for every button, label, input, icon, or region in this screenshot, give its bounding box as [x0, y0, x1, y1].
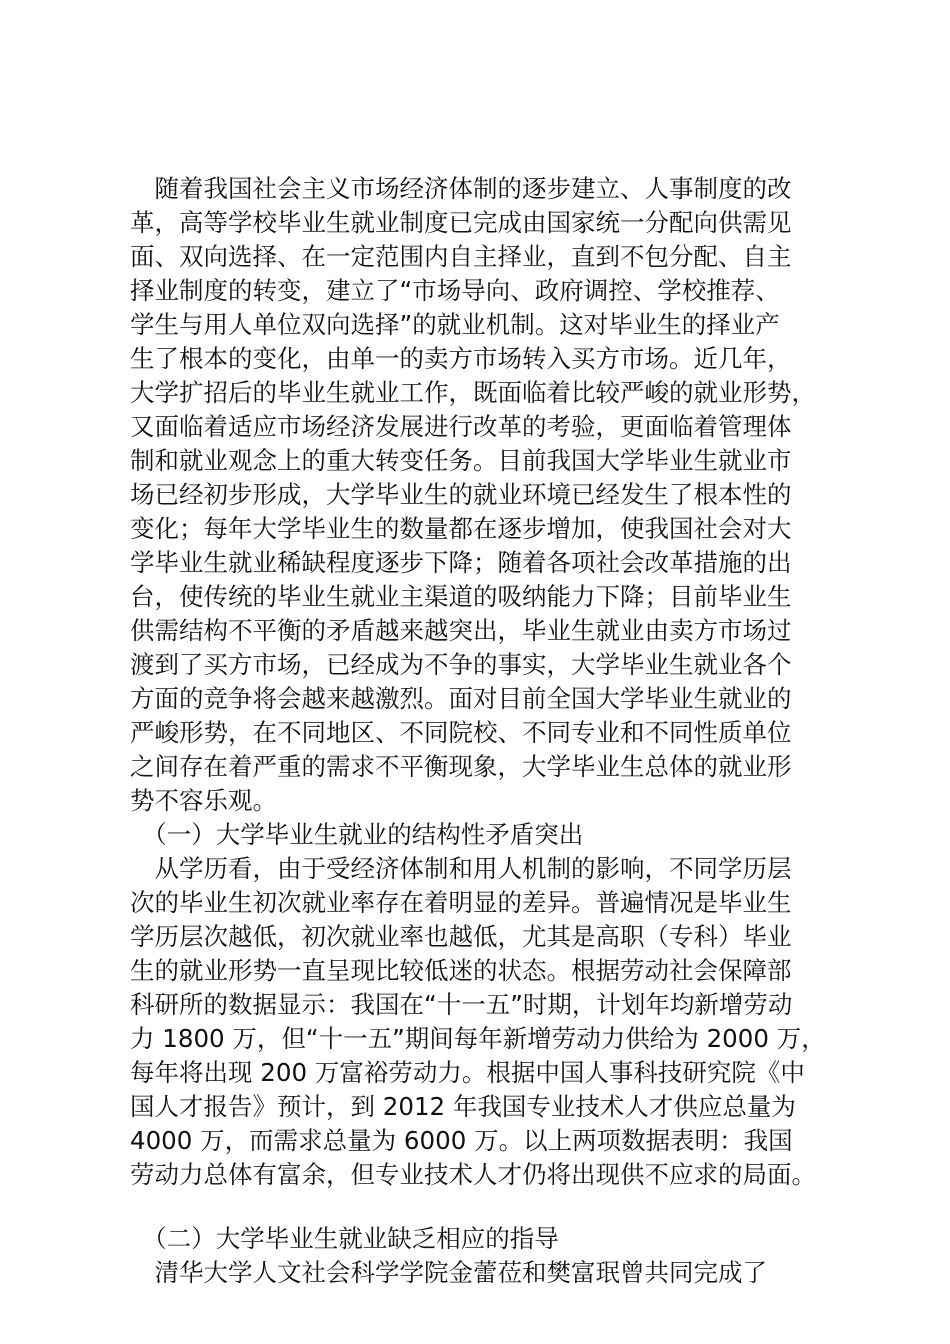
section-heading: （一）大学毕业生就业的结构性矛盾突出: [130, 820, 584, 849]
paragraph-line: 择业制度的转变，建立了“市场导向、政府调控、学校推荐、: [130, 276, 780, 305]
paragraph-line: 之间存在着严重的需求不平衡现象，大学毕业生总体的就业形: [130, 752, 792, 781]
paragraph-line: 方面的竞争将会越来越激烈。面对目前全国大学毕业生就业的: [130, 684, 792, 713]
paragraph-line: 劳动力总体有富余，但专业技术人才仍将出现供不应求的局面。: [130, 1160, 816, 1189]
paragraph-line: 科研所的数据显示：我国在“十一五”时期，计划年均新增劳动: [130, 990, 793, 1019]
paragraph-line: 制和就业观念上的重大转变任务。目前我国大学毕业生就业市: [130, 446, 792, 475]
paragraph-line: 次的毕业生初次就业率存在着明显的差异。普遍情况是毕业生: [130, 888, 792, 917]
paragraph-line: 渡到了买方市场，已经成为不争的事实，大学毕业生就业各个: [130, 650, 792, 679]
paragraph-line: 变化；每年大学毕业生的数量都在逐步增加，使我国社会对大: [130, 514, 792, 543]
section-heading: （二）大学毕业生就业缺乏相应的指导: [130, 1224, 559, 1253]
paragraph-line: 大学扩招后的毕业生就业工作，既面临着比较严峻的就业形势，: [130, 378, 816, 407]
paragraph-line: 国人才报告》预计，到 2012 年我国专业技术人才供应总量为: [130, 1092, 796, 1121]
paragraph-line: 学毕业生就业稀缺程度逐步下降；随着各项社会改革措施的出: [130, 548, 792, 577]
paragraph-line: 学历层次越低，初次就业率也越低，尤其是高职（专科）毕业: [130, 922, 792, 951]
paragraph-line: 台，使传统的毕业生就业主渠道的吸纳能力下降；目前毕业生: [130, 582, 792, 611]
paragraph-line: 面、双向选择、在一定范围内自主择业，直到不包分配、自主: [130, 242, 792, 271]
paragraph-line: 随着我国社会主义市场经济体制的逐步建立、人事制度的改: [130, 174, 792, 203]
paragraph-line: 严峻形势，在不同地区、不同院校、不同专业和不同性质单位: [130, 718, 792, 747]
paragraph-line: 从学历看，由于受经济体制和用人机制的影响，不同学历层: [130, 854, 792, 883]
paragraph-line: 每年将出现 200 万富裕劳动力。根据中国人事科技研究院《中: [130, 1058, 805, 1087]
paragraph-line: 生的就业形势一直呈现比较低迷的状态。根据劳动社会保障部: [130, 956, 792, 985]
paragraph-line: 清华大学人文社会科学学院金蕾莅和樊富珉曾共同完成了: [130, 1258, 767, 1287]
paragraph-line: 势不容乐观。: [130, 786, 277, 815]
paragraph-line: 力 1800 万，但“十一五”期间每年新增劳动力供给为 2000 万，: [130, 1024, 826, 1053]
paragraph-line: 供需结构不平衡的矛盾越来越突出，毕业生就业由卖方市场过: [130, 616, 792, 645]
paragraph-line: 场已经初步形成，大学毕业生的就业环境已经发生了根本性的: [130, 480, 792, 509]
paragraph-line: 4000 万，而需求总量为 6000 万。以上两项数据表明：我国: [130, 1126, 793, 1155]
paragraph-line: 又面临着适应市场经济发展进行改革的考验，更面临着管理体: [130, 412, 792, 441]
paragraph-line: 生了根本的变化，由单一的卖方市场转入买方市场。近几年，: [130, 344, 792, 373]
paragraph-line: 学生与用人单位双向选择”的就业机制。这对毕业生的择业产: [130, 310, 780, 339]
paragraph-line: 革，高等学校毕业生就业制度已完成由国家统一分配向供需见: [130, 208, 792, 237]
